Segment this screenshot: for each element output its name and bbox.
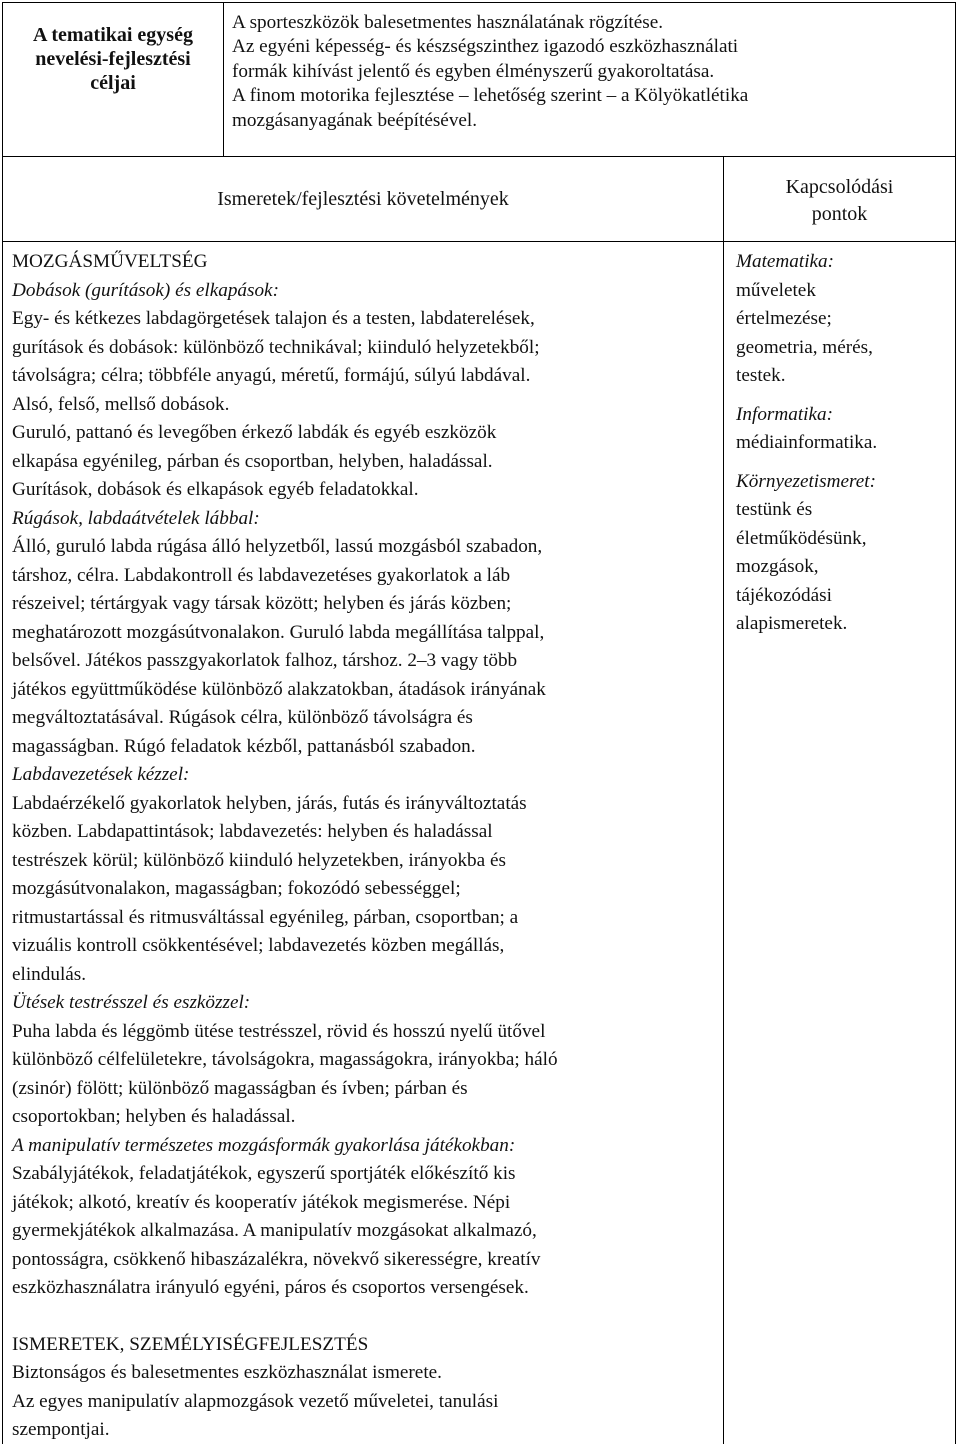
body-line: játékos együttműködése különböző alakzatokban, átadások irányának: [12, 678, 546, 700]
body-line: ritmustartással és ritmusváltással egyénileg, párban, csoportban; a: [12, 906, 519, 928]
goals-text-line: A sporteszközök balesetmentes használatának rögzítése.: [232, 12, 664, 33]
subsection-heading: A manipulatív természetes mozgásformák gyakorlása játékokban:: [12, 1134, 516, 1156]
body-line: Biztonságos és balesetmentes eszközhasználat ismerete.: [12, 1362, 442, 1383]
body-line: társhoz, célra. Labdakontroll és labdavezetéses gyakorlatok a láb: [12, 564, 511, 586]
body-line: közben. Labdapattintások; labdavezetés: helyben és haladással: [12, 821, 493, 842]
subject-line: testek.: [736, 365, 786, 386]
body-line: távolságra; célra; többféle anyagú, méretű, formájú, súlyú labdával.: [12, 365, 531, 386]
body-line: belsővel. Játékos passzgyakorlatok falhoz, társhoz. 2–3 vagy több: [12, 650, 518, 671]
subject-line: tájékozódási: [736, 584, 832, 606]
body-line: Alsó, felső, mellső dobások.: [12, 393, 230, 415]
subsection-heading: Labdavezetések kézzel:: [12, 764, 190, 785]
subsection-heading: Dobások (gurítások) és elkapások:: [12, 279, 279, 301]
subject-line: értelmezése;: [736, 308, 832, 329]
body-line: gurítások és dobások: különböző technikával; kiinduló helyzetekből;: [12, 336, 540, 358]
subject-line: mozgások,: [736, 556, 819, 577]
subject-line: műveletek: [736, 279, 816, 301]
connections-header: [724, 156, 955, 242]
body-line: elindulás.: [12, 963, 87, 985]
body-line: Egy- és kétkezes labdagörgetések talajon és a testen, labdaterelések,: [12, 308, 535, 329]
subsection-heading: Ütések testrésszel és eszközzel:: [12, 992, 251, 1013]
body-line: szempontjai.: [12, 1419, 110, 1440]
goals-row: [2, 2, 956, 157]
body-line: magasságban. Rúgó feladatok kézből, pattanásból szabadon.: [12, 735, 476, 757]
body-line: vizuális kontroll csökkentésével; labdavezetés közben megállás,: [12, 935, 505, 956]
requirements-body: [12, 248, 718, 1445]
section-title: MOZGÁSMŰVELTSÉG: [12, 251, 208, 272]
subject-label: Informatika:: [736, 403, 833, 425]
subject-line: életműködésünk,: [736, 527, 867, 549]
body-line: megváltoztatásával. Rúgások célra, különböző távolságra és: [12, 707, 473, 728]
goals-label-line: A tematikai egység: [33, 24, 193, 46]
body-line: Álló, guruló labda rúgása álló helyzetből, lassú mozgásból szabadon,: [12, 536, 543, 557]
subsection-heading: Rúgások, labdaátvételek lábbal:: [12, 507, 260, 529]
goals-text: [232, 11, 949, 133]
body-line: mozgásútvonalakon, magasságban; fokozódó sebességgel;: [12, 878, 461, 899]
goals-text-line: mozgásanyagának beépítésével.: [232, 109, 478, 131]
subject-label: Környezetismeret:: [736, 470, 876, 492]
body-line: (zsinór) fölött; különböző magasságban és ívben; párban és: [12, 1077, 468, 1099]
subject-line: alapismeretek.: [736, 613, 848, 634]
body-line: elkapása egyénileg, párban és csoportban, helyben, haladással.: [12, 450, 493, 472]
requirements-header: Ismeretek/fejlesztési követelmények: [3, 156, 724, 242]
body-line: Az egyes manipulatív alapmozgások vezető műveletei, tanulási: [12, 1390, 499, 1412]
body-line: meghatározott mozgásútvonalakon. Guruló labda megállítása talppal,: [12, 621, 545, 643]
body-line: Labdaérzékelő gyakorlatok helyben, járás, futás és irányváltoztatás: [12, 792, 527, 814]
connections-header-line: pontok: [811, 203, 868, 225]
goals-label-line: nevelési-fejlesztési: [35, 48, 191, 70]
body-line: Guruló, pattanó és levegőben érkező labdák és egyéb eszközök: [12, 422, 497, 443]
body-line: játékok; alkotó, kreatív és kooperatív játékok megismerése. Népi: [12, 1191, 511, 1213]
goals-label: [3, 3, 224, 156]
goals-text-line: Az egyéni képesség- és készségszinthez igazodó eszközhasználati: [232, 36, 739, 58]
subject-line: geometria, mérés,: [736, 336, 873, 358]
goals-text-line: A finom motorika fejlesztése – lehetőség szerint – a Kölyökatlétika: [232, 85, 749, 107]
body-line: Puha labda és léggömb ütése testrésszel, rövid és hosszú nyelű ütővel: [12, 1020, 546, 1042]
document-page: [2, 2, 958, 1444]
spacer: [736, 391, 948, 401]
subject-label: Matematika:: [736, 251, 835, 272]
body-line: pontosságra, csökkenő hibaszázalékra, növekvő sikerességre, kreatív: [12, 1248, 541, 1270]
body-line: különböző célfelületekre, távolságokra, magasságokra, irányokba; háló: [12, 1049, 558, 1070]
connections-header-line: Kapcsolódási: [785, 176, 894, 198]
column-divider: [723, 242, 724, 1444]
body-line: Szabályjátékok, feladatjátékok, egyszerű sportjáték előkészítő kis: [12, 1163, 516, 1184]
requirements-row: [2, 156, 956, 1444]
body-line: Gurítások, dobások és elkapások egyéb feladatokkal.: [12, 479, 419, 500]
goals-text-line: formák kihívást jelentő és egyben élményszerű gyakoroltatása.: [232, 60, 715, 82]
spacer: [736, 458, 948, 468]
body-line: testrészek körül; különböző kiinduló helyzetekben, irányokba és: [12, 849, 506, 871]
body-line: gyermekjátékok alkalmazása. A manipulatív mozgásokat alkalmazó,: [12, 1220, 537, 1241]
spacer: [12, 1303, 718, 1331]
subject-line: testünk és: [736, 499, 813, 520]
body-line: eszközhasználatra irányuló egyéni, páros és csoportos versengések.: [12, 1277, 529, 1298]
body-line: részeivel; tértárgyak vagy társak között; helyben és járás közben;: [12, 593, 512, 614]
section-title: ISMERETEK, SZEMÉLYISÉGFEJLESZTÉS: [12, 1333, 369, 1355]
subject-line: médiainformatika.: [736, 432, 878, 453]
body-line: csoportokban; helyben és haladással.: [12, 1106, 296, 1127]
goals-label-line: céljai: [90, 72, 136, 94]
connections-body: [736, 248, 948, 639]
